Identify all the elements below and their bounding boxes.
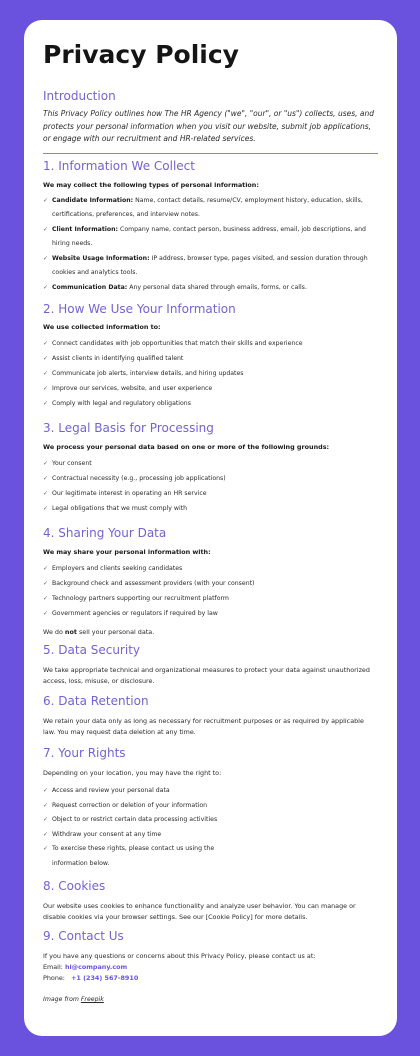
freepik-link[interactable]: Freepik <box>80 996 104 1003</box>
section-6-text: We retain your data only as long as necessary for recruitment purposes or as required by applicable law. You may request data deletion at any time. <box>43 717 364 736</box>
list-item: ✓ Employers and clients seeking candidates <box>43 561 378 576</box>
list-item: ✓ Request correction or deletion of your information <box>43 799 378 814</box>
check-icon: ✓ <box>43 595 49 602</box>
check-icon: ✓ <box>43 787 49 794</box>
list-item: ✓ Client Information: Company name, contact person, business address, email, job descriptions, and hiring needs. <box>43 223 378 252</box>
check-icon: ✓ <box>43 801 49 809</box>
list-item: ✓ Candidate Information: Name, contact details, resume/CV, employment history, education, skills, certifications, preferences, and interview notes. <box>43 194 378 223</box>
list-item: ✓ Your consent <box>43 456 378 471</box>
list-item: ✓ Communication Data: Any personal data shared through emails, forms, or calls. <box>43 281 378 296</box>
check-icon: ✓ <box>43 254 49 262</box>
check-icon: ✓ <box>43 283 49 291</box>
check-icon: ✓ <box>43 610 49 617</box>
check-icon: ✓ <box>43 225 49 233</box>
check-icon: ✓ <box>43 845 49 852</box>
check-icon: ✓ <box>43 460 49 467</box>
list-item: ✓ Connect candidates with job opportunities that match their skills and experience <box>43 336 378 351</box>
section-4-lead: We may share your personal information with: <box>43 548 211 556</box>
section-8-heading: 8. Cookies <box>43 879 106 893</box>
section-6-heading: 6. Data Retention <box>43 694 149 708</box>
section-1-list <box>43 194 378 296</box>
page-title: Privacy Policy <box>43 40 239 69</box>
check-icon: ✓ <box>43 400 49 407</box>
intro-heading: Introduction <box>43 89 116 103</box>
check-icon: ✓ <box>43 830 49 838</box>
section-5-heading: 5. Data Security <box>43 643 141 657</box>
list-item: ✓ Access and review your personal data <box>43 784 378 799</box>
list-item: ✓ Comply with legal and regulatory obligations <box>43 396 378 411</box>
section-2-list <box>43 336 378 411</box>
list-item: ✓ To exercise these rights, please contact us using the information below. <box>43 842 378 871</box>
section-5-text: We take appropriate technical and organizational measures to protect your data against unauthorized access, loss, misuse, or disclosure. <box>43 666 370 685</box>
section-3-heading: 3. Legal Basis for Processing <box>43 421 214 435</box>
list-item: ✓ Object to or restrict certain data processing activities <box>43 813 378 828</box>
list-item: ✓ Our legitimate interest in operating an HR service <box>43 486 378 501</box>
check-icon: ✓ <box>43 505 49 512</box>
list-item: ✓ Withdraw your consent at any time <box>43 828 378 843</box>
section-1-heading: 1. Information We Collect <box>43 158 195 173</box>
section-4-heading: 4. Sharing Your Data <box>43 526 167 540</box>
image-credit: Image from Freepik <box>43 996 104 1003</box>
section-2-heading: 2. How We Use Your Information <box>43 302 236 316</box>
check-icon: ✓ <box>43 370 49 377</box>
section-9-text: If you have any questions or concerns about this Privacy Policy, please contact us at: <box>43 952 316 960</box>
list-item: ✓ Background check and assessment providers (with your consent) <box>43 576 378 591</box>
check-icon: ✓ <box>43 490 49 497</box>
list-item: ✓ Website Usage Information: IP address, browser type, pages visited, and session duration through cookies and analytics tools. <box>43 252 378 281</box>
email-link[interactable]: hi@company.com <box>64 963 128 971</box>
intro-text: This Privacy Policy outlines how The HR Agency ("we", "our", or "us") collects, uses, and protects your personal information when you visit our website, submit job applications, or engage with our recruitment and HR-related services. <box>43 109 375 143</box>
list-item: ✓ Government agencies or regulators if required by law <box>43 606 378 621</box>
check-icon: ✓ <box>43 565 49 572</box>
policy-card <box>24 20 397 1036</box>
list-item: ✓ Contractual necessity (e.g., processing job applications) <box>43 471 378 486</box>
section-4-list <box>43 561 378 621</box>
list-item: ✓ Technology partners supporting our recruitment platform <box>43 591 378 606</box>
check-icon: ✓ <box>43 196 49 204</box>
section-2-lead: We use collected information to: <box>43 323 161 331</box>
check-icon: ✓ <box>43 580 49 587</box>
section-8-text: Our website uses cookies to enhance functionality and analyze user behavior. You can manage or disable cookies via your browser settings. See our [Cookie Policy] for more details. <box>43 902 356 921</box>
check-icon: ✓ <box>43 340 49 347</box>
check-icon: ✓ <box>43 385 49 392</box>
section-3-lead: We process your personal data based on one or more of the following grounds: <box>43 443 330 451</box>
list-item: ✓ Legal obligations that we must comply with <box>43 501 378 516</box>
section-7-lead: Depending on your location, you may have the right to: <box>43 769 222 777</box>
list-item: ✓ Assist clients in identifying qualified talent <box>43 351 378 366</box>
check-icon: ✓ <box>43 816 49 823</box>
section-1-lead: We may collect the following types of personal information: <box>43 180 259 189</box>
section-7-list <box>43 784 378 871</box>
section-9-heading: 9. Contact Us <box>43 929 124 943</box>
list-item: ✓ Improve our services, website, and user experience <box>43 381 378 396</box>
phone-link[interactable]: +1 (234) 567-8910 <box>71 974 139 982</box>
check-icon: ✓ <box>43 355 49 362</box>
divider <box>43 153 378 154</box>
section-7-heading: 7. Your Rights <box>43 746 126 760</box>
contact-email-line: Email: hi@company.com <box>43 963 128 971</box>
section-3-list <box>43 456 378 516</box>
contact-phone-line: Phone: +1 (234) 567-8910 <box>43 974 139 982</box>
list-item: ✓ Communicate job alerts, interview details, and hiring updates <box>43 366 378 381</box>
check-icon: ✓ <box>43 475 49 482</box>
section-4-note: We do not sell your personal data. <box>43 628 155 636</box>
